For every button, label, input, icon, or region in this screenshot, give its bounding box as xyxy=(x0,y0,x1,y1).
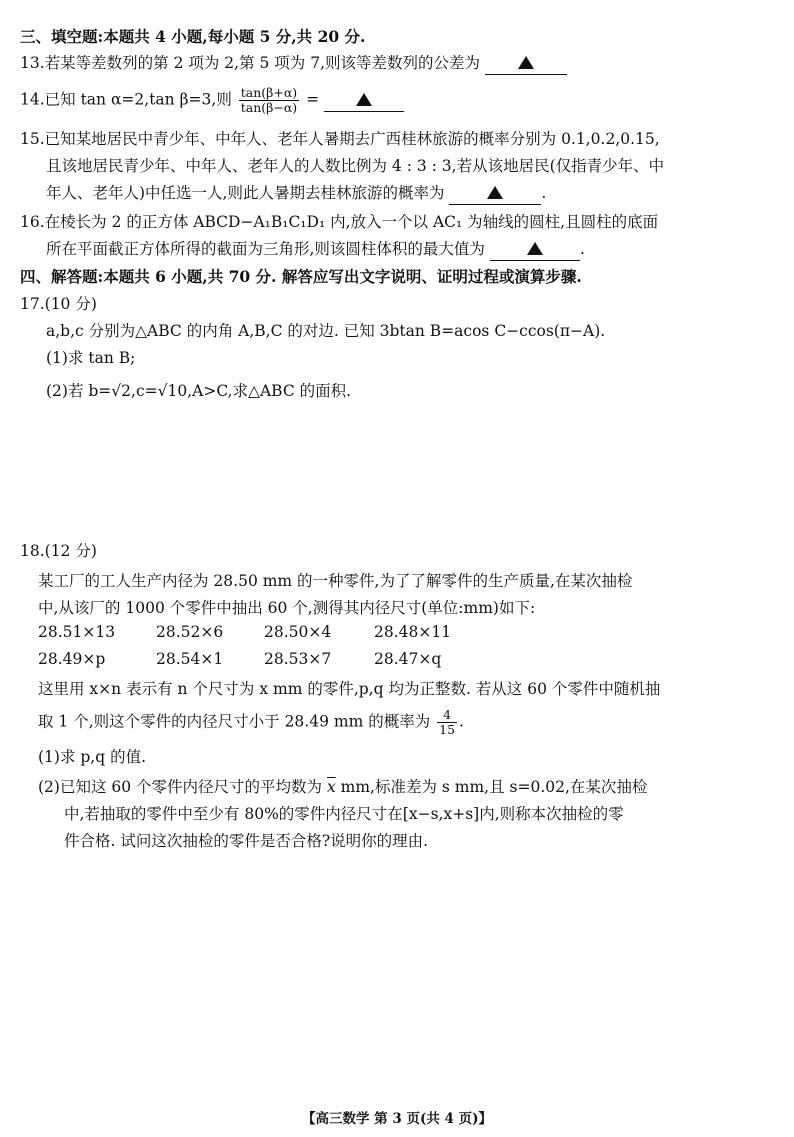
part-2-text-a: (2)已知这 60 个零件内径尺寸的平均数为 xyxy=(38,778,327,796)
question-17-stem: a,b,c 分别为△ABC 的内角 A,B,C 的对边. 已知 3btan B=acos C−ccos(π−A). xyxy=(46,322,606,340)
question-16-line-2-text: 所在平面截正方体所得的截面为三角形,则该圆柱体积的最大值为 xyxy=(46,240,485,258)
question-17-part-2: (2)若 b=√2,c=√10,A>C,求△ABC 的面积. xyxy=(46,382,352,400)
triangle-marker-icon xyxy=(487,186,503,199)
question-14-equals: = xyxy=(306,90,320,109)
table-cell: 28.53×7 xyxy=(264,650,332,668)
triangle-marker-icon xyxy=(356,93,372,106)
question-18-part-2-line-2: 中,若抽取的零件中至少有 80%的零件内径尺寸在[x−s,x+s]内,则称本次抽检的零 xyxy=(64,805,624,823)
probability-fraction xyxy=(437,708,457,737)
question-15-line-1: 15.已知某地居民中青少年、中年人、老年人暑期去广西桂林旅游的概率分别为 0.1,0.2,0.15, xyxy=(20,130,660,148)
question-18-line-3: 这里用 x×n 表示有 n 个尺寸为 x mm 的零件,p,q 均为正整数. 若从这 60 个零件中随机抽 xyxy=(38,680,661,698)
question-18-line-1: 某工厂的工人生产内径为 28.50 mm 的一种零件,为了了解零件的生产质量,在某次抽检 xyxy=(38,572,633,590)
question-18-line-4 xyxy=(38,708,464,737)
question-17-number: 17.(10 分) xyxy=(20,295,97,313)
mean-symbol: $\overline{x}$ xyxy=(326,778,336,796)
question-18-part-2-line-3: 件合格. 试问这次抽检的零件是否合格?说明你的理由. xyxy=(64,832,429,850)
triangle-marker-icon xyxy=(527,242,543,255)
question-16-line-1: 16.在棱长为 2 的正方体 ABCD−A₁B₁C₁D₁ 内,放入一个以 AC₁ 为轴线的圆柱,且圆柱的底面 xyxy=(20,213,659,231)
question-16-line-2: 所在平面截正方体所得的截面为三角形,则该圆柱体积的最大值为 . xyxy=(46,238,585,261)
question-13 xyxy=(20,52,567,75)
section-heading-solutions: 四、解答题:本题共 6 小题,共 70 分. 解答应写出文字说明、证明过程或演算步骤. xyxy=(20,267,582,286)
question-18-line-4-end: . xyxy=(459,712,464,731)
table-cell: 28.50×4 xyxy=(264,623,332,641)
question-18-part-2-line-1 xyxy=(38,776,647,798)
table-cell: 28.52×6 xyxy=(156,623,224,641)
fraction-numerator: tan(β+α) xyxy=(240,85,298,100)
triangle-marker-icon xyxy=(518,56,534,69)
question-18-line-4-text: 取 1 个,则这个零件的内径尺寸小于 28.49 mm 的概率为 xyxy=(38,712,431,731)
question-14-fraction xyxy=(239,86,299,115)
part-2-text-b: mm,标准差为 s mm,且 s=0.02,在某次抽检 xyxy=(335,778,648,796)
question-18-number: 18.(12 分) xyxy=(20,542,97,560)
question-14-prefix: 14.已知 tan α=2,tan β=3,则 xyxy=(20,90,232,109)
question-18-line-2: 中,从该厂的 1000 个零件中抽出 60 个,测得其内径尺寸(单位:mm)如下: xyxy=(38,599,536,617)
table-cell: 28.51×13 xyxy=(38,623,116,641)
question-14 xyxy=(20,86,404,115)
answer-blank-14 xyxy=(324,89,404,112)
question-18-part-1: (1)求 p,q 的值. xyxy=(38,748,147,766)
question-17-part-1: (1)求 tan B; xyxy=(46,349,136,367)
page-footer: 【高三数学 第 3 页(共 4 页)】 xyxy=(301,1111,493,1127)
question-15-line-3: 年人、老年人)中任选一人,则此人暑期去桂林旅游的概率为 . xyxy=(46,182,546,205)
answer-blank-16 xyxy=(490,238,580,261)
fraction-denominator: 15 xyxy=(439,722,456,737)
fraction-denominator: tan(β−α) xyxy=(240,100,298,115)
table-cell: 28.49×p xyxy=(38,650,106,668)
section-heading-fill-in: 三、填空题:本题共 4 小题,每小题 5 分,共 20 分. xyxy=(20,27,366,46)
table-cell: 28.47×q xyxy=(374,650,442,668)
answer-blank-15 xyxy=(449,182,541,205)
fraction-numerator: 4 xyxy=(437,708,457,723)
answer-blank-13 xyxy=(485,52,567,75)
question-13-text: 13.若某等差数列的第 2 项为 2,第 5 项为 7,则该等差数列的公差为 xyxy=(20,54,481,72)
table-cell: 28.54×1 xyxy=(156,650,224,668)
question-15-line-3-text: 年人、老年人)中任选一人,则此人暑期去桂林旅游的概率为 xyxy=(46,184,445,202)
question-15-line-2: 且该地居民青少年、中年人、老年人的人数比例为 4 : 3 : 3,若从该地居民(仅指青少年、中 xyxy=(46,157,665,175)
table-cell: 28.48×11 xyxy=(374,623,452,641)
